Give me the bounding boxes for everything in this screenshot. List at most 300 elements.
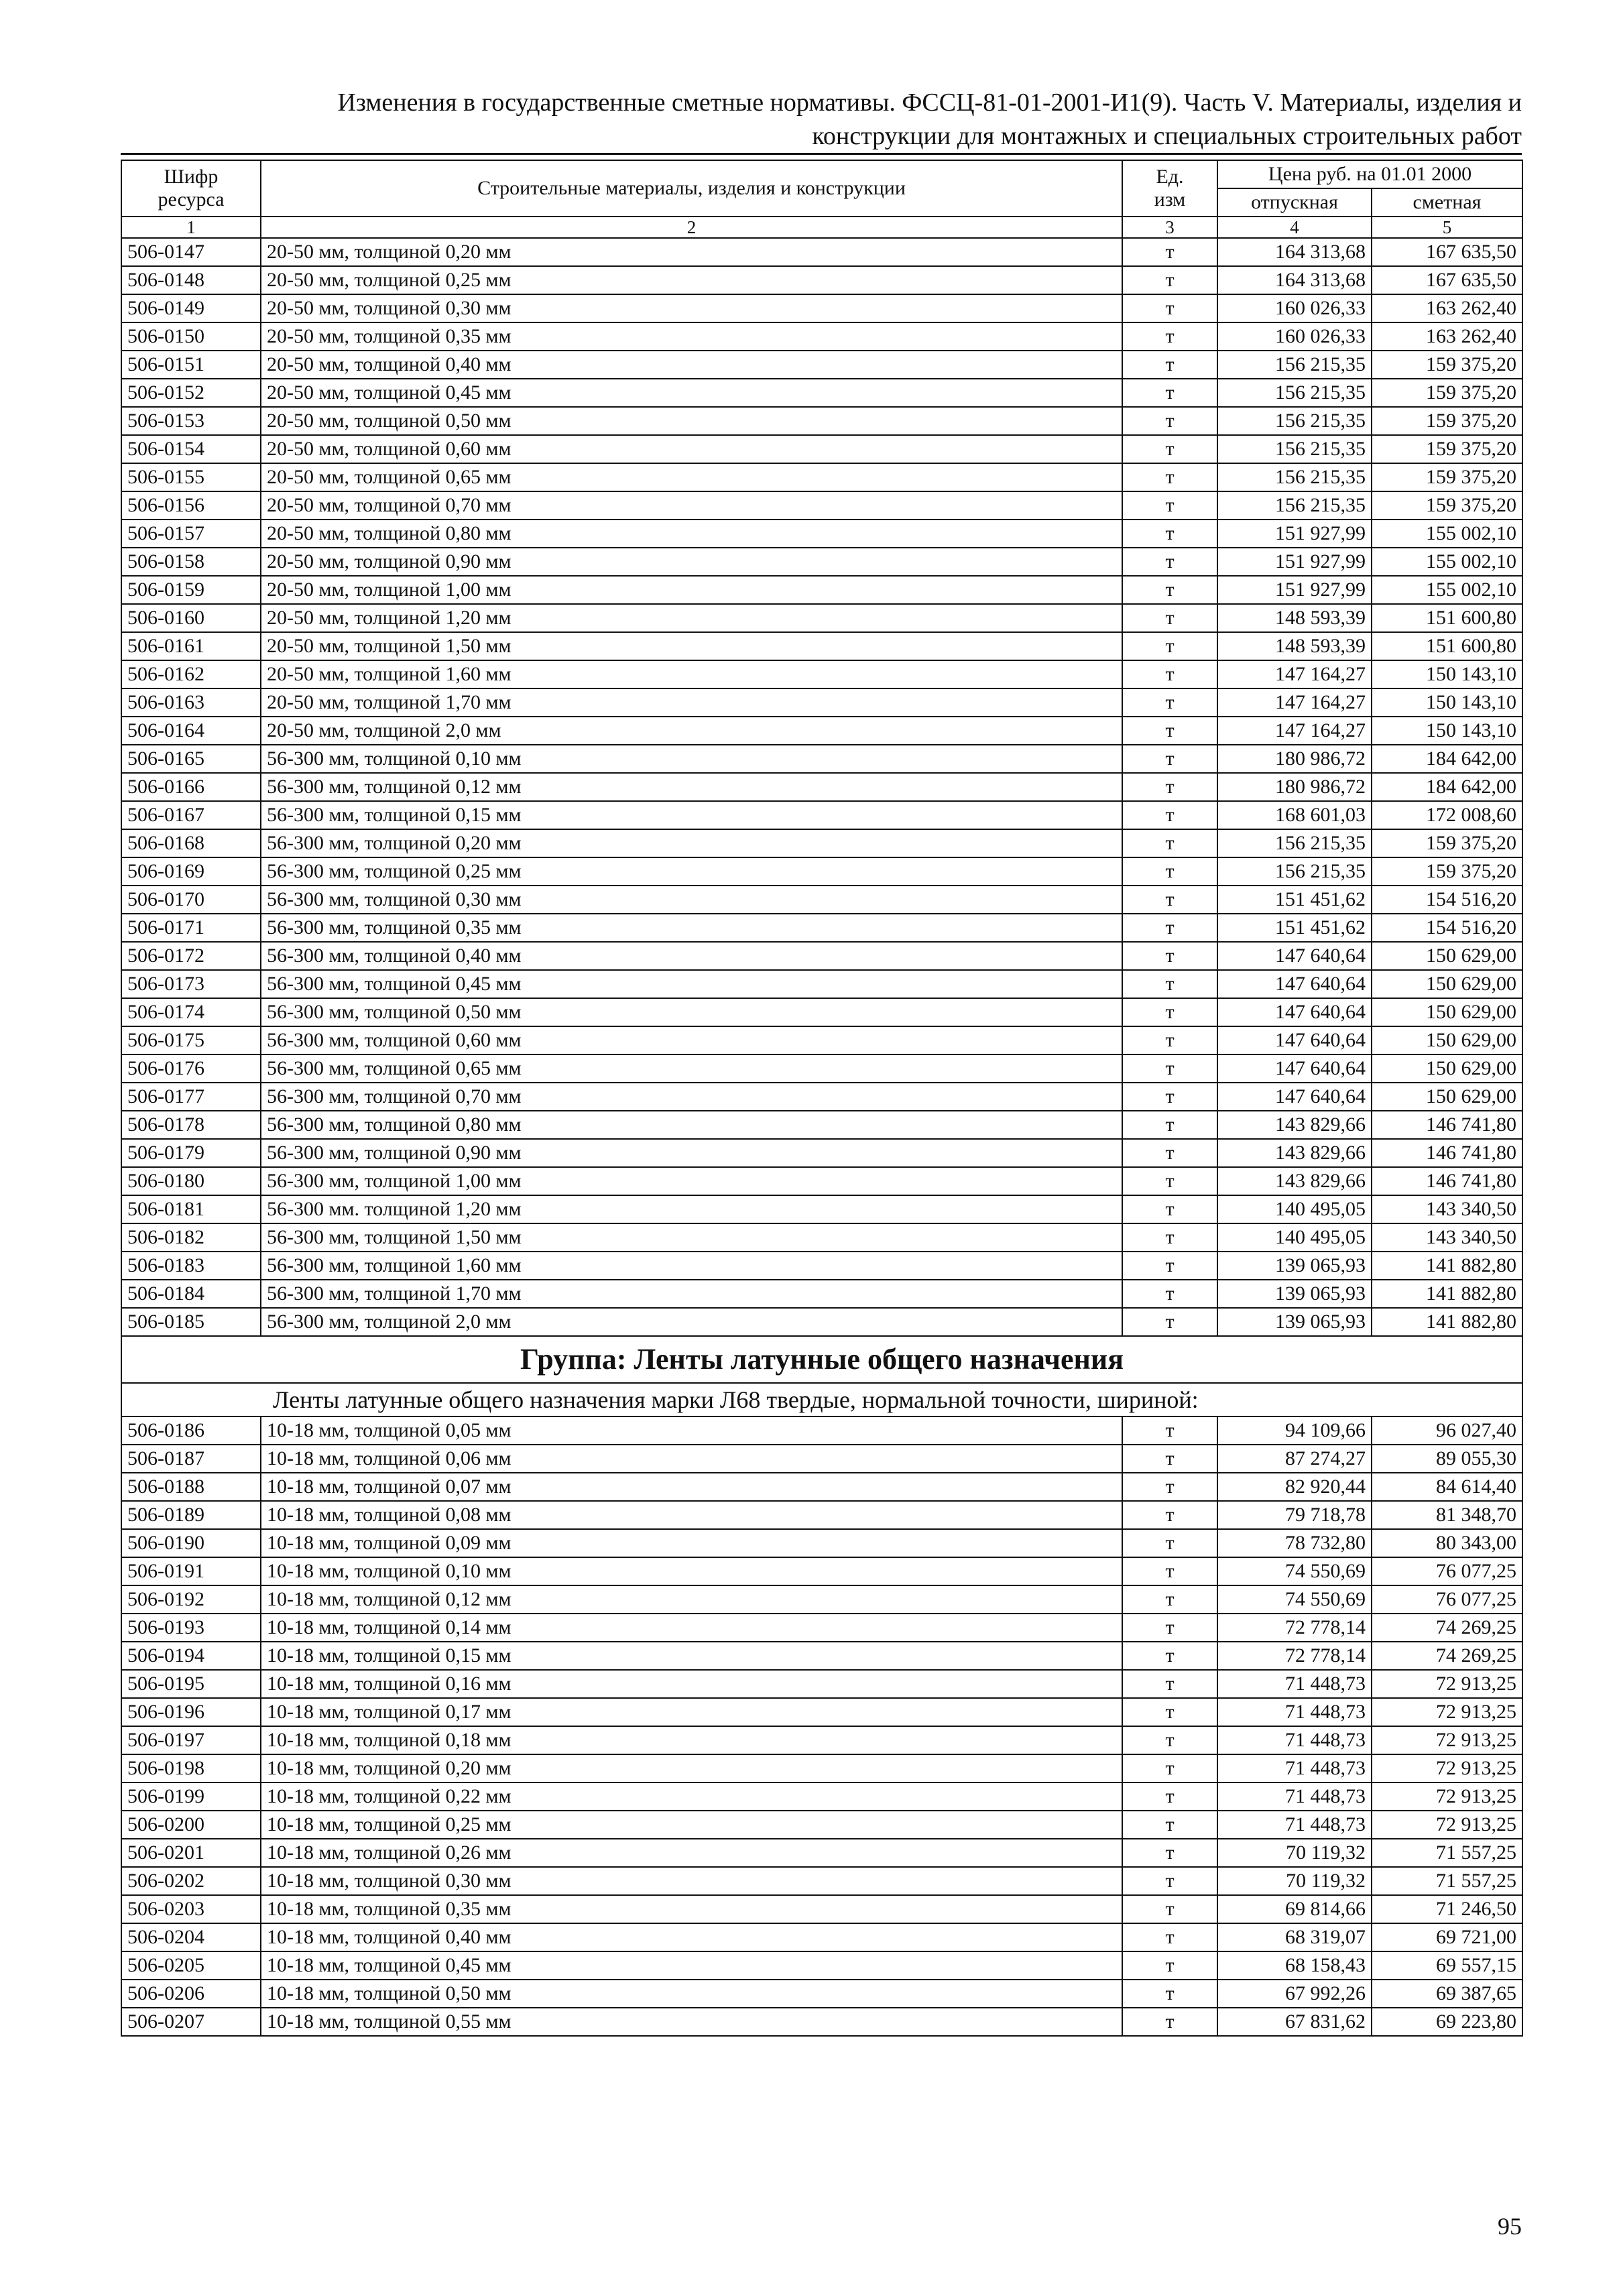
group-description: Ленты латунные общего назначения марки Л68 твердые, нормальной точности, шириной:	[121, 1383, 1522, 1416]
table-row	[121, 1951, 1522, 1980]
unit: т	[1122, 1252, 1217, 1280]
unit: т	[1122, 1980, 1217, 2008]
resource-code: 506-0206	[121, 1980, 261, 2008]
estimate-price: 167 635,50	[1372, 266, 1522, 294]
estimate-price: 159 375,20	[1372, 379, 1522, 407]
estimate-price: 150 143,10	[1372, 660, 1522, 688]
table-row	[121, 1867, 1522, 1895]
unit: т	[1122, 1895, 1217, 1923]
resource-code: 506-0196	[121, 1698, 261, 1726]
unit: т	[1122, 1139, 1217, 1167]
unit: т	[1122, 322, 1217, 351]
estimate-price: 84 614,40	[1372, 1473, 1522, 1501]
unit: т	[1122, 1923, 1217, 1951]
table-row	[121, 1223, 1522, 1252]
unit: т	[1122, 520, 1217, 548]
material-name: 20-50 мм, толщиной 0,70 мм	[261, 491, 1122, 520]
unit: т	[1122, 801, 1217, 829]
release-price: 139 065,93	[1217, 1308, 1372, 1336]
resource-code: 506-0189	[121, 1501, 261, 1529]
release-price: 69 814,66	[1217, 1895, 1372, 1923]
material-name: 10-18 мм, толщиной 0,08 мм	[261, 1501, 1122, 1529]
table-row	[121, 238, 1522, 266]
resource-code: 506-0176	[121, 1054, 261, 1083]
material-name: 56-300 мм, толщиной 0,70 мм	[261, 1083, 1122, 1111]
estimate-price: 150 629,00	[1372, 942, 1522, 970]
estimate-price: 72 913,25	[1372, 1811, 1522, 1839]
unit: т	[1122, 1783, 1217, 1811]
table-row	[121, 1670, 1522, 1698]
column-header-name: Строительные материалы, изделия и конструкции	[261, 160, 1122, 217]
table-row	[121, 1280, 1522, 1308]
table-row	[121, 886, 1522, 914]
table-row	[121, 1698, 1522, 1726]
table-row	[121, 1473, 1522, 1501]
unit: т	[1122, 548, 1217, 576]
unit: т	[1122, 238, 1217, 266]
release-price: 164 313,68	[1217, 266, 1372, 294]
resource-code: 506-0207	[121, 2008, 261, 2036]
estimate-price: 151 600,80	[1372, 604, 1522, 632]
release-price: 140 495,05	[1217, 1223, 1372, 1252]
estimate-price: 159 375,20	[1372, 857, 1522, 886]
column-header-code: Шифр ресурса	[121, 160, 261, 217]
material-name: 10-18 мм, толщиной 0,20 мм	[261, 1754, 1122, 1783]
unit: т	[1122, 1698, 1217, 1726]
resource-code: 506-0193	[121, 1614, 261, 1642]
release-price: 74 550,69	[1217, 1557, 1372, 1585]
release-price: 156 215,35	[1217, 351, 1372, 379]
material-name: 10-18 мм, толщиной 0,14 мм	[261, 1614, 1122, 1642]
material-name: 20-50 мм, толщиной 0,80 мм	[261, 520, 1122, 548]
unit: т	[1122, 632, 1217, 660]
release-price: 151 451,62	[1217, 914, 1372, 942]
table-row	[121, 1252, 1522, 1280]
resource-code: 506-0159	[121, 576, 261, 604]
unit: т	[1122, 857, 1217, 886]
unit: т	[1122, 1614, 1217, 1642]
resource-code: 506-0155	[121, 463, 261, 491]
unit: т	[1122, 1811, 1217, 1839]
material-name: 56-300 мм, толщиной 0,15 мм	[261, 801, 1122, 829]
estimate-price: 143 340,50	[1372, 1195, 1522, 1223]
material-name: 10-18 мм, толщиной 0,05 мм	[261, 1416, 1122, 1445]
release-price: 156 215,35	[1217, 857, 1372, 886]
resource-code: 506-0170	[121, 886, 261, 914]
estimate-price: 89 055,30	[1372, 1445, 1522, 1473]
material-name: 20-50 мм, толщиной 0,60 мм	[261, 435, 1122, 463]
unit: т	[1122, 351, 1217, 379]
resource-code: 506-0192	[121, 1585, 261, 1614]
table-row	[121, 1557, 1522, 1585]
material-name: 56-300 мм, толщиной 0,90 мм	[261, 1139, 1122, 1167]
estimate-price: 150 143,10	[1372, 717, 1522, 745]
resource-code: 506-0160	[121, 604, 261, 632]
estimate-price: 150 629,00	[1372, 970, 1522, 998]
resource-code: 506-0150	[121, 322, 261, 351]
estimate-price: 163 262,40	[1372, 294, 1522, 322]
estimate-price: 69 387,65	[1372, 1980, 1522, 2008]
material-name: 56-300 мм, толщиной 0,20 мм	[261, 829, 1122, 857]
page-header	[121, 86, 1522, 153]
unit: т	[1122, 914, 1217, 942]
resource-code: 506-0148	[121, 266, 261, 294]
unit: т	[1122, 266, 1217, 294]
release-price: 156 215,35	[1217, 407, 1372, 435]
estimate-price: 74 269,25	[1372, 1642, 1522, 1670]
material-name: 10-18 мм, толщиной 0,10 мм	[261, 1557, 1122, 1585]
price-table	[121, 160, 1523, 2037]
release-price: 168 601,03	[1217, 801, 1372, 829]
resource-code: 506-0186	[121, 1416, 261, 1445]
table-row	[121, 604, 1522, 632]
resource-code: 506-0165	[121, 745, 261, 773]
resource-code: 506-0190	[121, 1529, 261, 1557]
table-row	[121, 660, 1522, 688]
unit: т	[1122, 1642, 1217, 1670]
estimate-price: 146 741,80	[1372, 1111, 1522, 1139]
material-name: 56-300 мм, толщиной 0,50 мм	[261, 998, 1122, 1026]
unit: т	[1122, 2008, 1217, 2036]
resource-code: 506-0184	[121, 1280, 261, 1308]
table-row	[121, 914, 1522, 942]
table-row	[121, 1923, 1522, 1951]
estimate-price: 150 629,00	[1372, 1026, 1522, 1054]
table-row	[121, 520, 1522, 548]
estimate-price: 155 002,10	[1372, 548, 1522, 576]
column-number: 1	[121, 217, 261, 238]
estimate-price: 71 246,50	[1372, 1895, 1522, 1923]
material-name: 10-18 мм, толщиной 0,06 мм	[261, 1445, 1122, 1473]
table-row	[121, 942, 1522, 970]
material-name: 20-50 мм, толщиной 0,90 мм	[261, 548, 1122, 576]
material-name: 10-18 мм, толщиной 0,16 мм	[261, 1670, 1122, 1698]
column-header-price: Цена руб. на 01.01 2000	[1217, 160, 1522, 188]
table-row	[121, 1416, 1522, 1445]
resource-code: 506-0156	[121, 491, 261, 520]
table-row	[121, 688, 1522, 717]
release-price: 156 215,35	[1217, 829, 1372, 857]
material-name: 20-50 мм, толщиной 0,20 мм	[261, 238, 1122, 266]
table-row	[121, 1642, 1522, 1670]
material-name: 10-18 мм, толщиной 0,15 мм	[261, 1642, 1122, 1670]
material-name: 56-300 мм, толщиной 0,45 мм	[261, 970, 1122, 998]
unit: т	[1122, 886, 1217, 914]
table-row	[121, 1083, 1522, 1111]
estimate-price: 163 262,40	[1372, 322, 1522, 351]
estimate-price: 150 143,10	[1372, 688, 1522, 717]
material-name: 20-50 мм, толщиной 2,0 мм	[261, 717, 1122, 745]
unit: т	[1122, 1585, 1217, 1614]
resource-code: 506-0203	[121, 1895, 261, 1923]
unit: т	[1122, 688, 1217, 717]
material-name: 56-300 мм, толщиной 1,70 мм	[261, 1280, 1122, 1308]
resource-code: 506-0151	[121, 351, 261, 379]
resource-code: 506-0163	[121, 688, 261, 717]
material-name: 20-50 мм, толщиной 1,00 мм	[261, 576, 1122, 604]
estimate-price: 154 516,20	[1372, 886, 1522, 914]
material-name: 56-300 мм, толщиной 0,60 мм	[261, 1026, 1122, 1054]
table-row	[121, 1195, 1522, 1223]
material-name: 56-300 мм, толщиной 0,10 мм	[261, 745, 1122, 773]
unit: т	[1122, 1473, 1217, 1501]
release-price: 156 215,35	[1217, 435, 1372, 463]
estimate-price: 155 002,10	[1372, 576, 1522, 604]
table-row	[121, 548, 1522, 576]
material-name: 56-300 мм, толщиной 0,65 мм	[261, 1054, 1122, 1083]
table-row	[121, 322, 1522, 351]
estimate-price: 141 882,80	[1372, 1280, 1522, 1308]
table-row	[121, 294, 1522, 322]
group-title: Группа: Ленты латунные общего назначения	[121, 1336, 1522, 1383]
column-header-estimate: сметная	[1372, 188, 1522, 217]
table-row	[121, 1895, 1522, 1923]
release-price: 70 119,32	[1217, 1867, 1372, 1895]
release-price: 151 451,62	[1217, 886, 1372, 914]
unit: т	[1122, 745, 1217, 773]
release-price: 70 119,32	[1217, 1839, 1372, 1867]
release-price: 143 829,66	[1217, 1139, 1372, 1167]
column-header-release: отпускная	[1217, 188, 1372, 217]
table-row	[121, 266, 1522, 294]
release-price: 147 164,27	[1217, 688, 1372, 717]
release-price: 180 986,72	[1217, 773, 1372, 801]
page-number: 95	[1498, 2213, 1522, 2240]
material-name: 20-50 мм, толщиной 0,45 мм	[261, 379, 1122, 407]
material-name: 20-50 мм, толщиной 1,70 мм	[261, 688, 1122, 717]
resource-code: 506-0194	[121, 1642, 261, 1670]
resource-code: 506-0202	[121, 1867, 261, 1895]
unit: т	[1122, 604, 1217, 632]
resource-code: 506-0168	[121, 829, 261, 857]
unit: т	[1122, 1054, 1217, 1083]
table-row	[121, 491, 1522, 520]
resource-code: 506-0171	[121, 914, 261, 942]
table-body-strips-2	[121, 1416, 1522, 2036]
material-name: 20-50 мм, толщиной 0,50 мм	[261, 407, 1122, 435]
release-price: 147 640,64	[1217, 1026, 1372, 1054]
estimate-price: 69 557,15	[1372, 1951, 1522, 1980]
table-row	[121, 745, 1522, 773]
estimate-price: 154 516,20	[1372, 914, 1522, 942]
resource-code: 506-0183	[121, 1252, 261, 1280]
resource-code: 506-0204	[121, 1923, 261, 1951]
material-name: 10-18 мм, толщиной 0,26 мм	[261, 1839, 1122, 1867]
table-row	[121, 2008, 1522, 2036]
release-price: 156 215,35	[1217, 491, 1372, 520]
resource-code: 506-0169	[121, 857, 261, 886]
unit: т	[1122, 829, 1217, 857]
resource-code: 506-0201	[121, 1839, 261, 1867]
table-row	[121, 1139, 1522, 1167]
estimate-price: 72 913,25	[1372, 1726, 1522, 1754]
estimate-price: 159 375,20	[1372, 351, 1522, 379]
release-price: 160 026,33	[1217, 322, 1372, 351]
release-price: 82 920,44	[1217, 1473, 1372, 1501]
material-name: 10-18 мм, толщиной 0,50 мм	[261, 1980, 1122, 2008]
resource-code: 506-0200	[121, 1811, 261, 1839]
material-name: 10-18 мм, толщиной 0,35 мм	[261, 1895, 1122, 1923]
unit: т	[1122, 294, 1217, 322]
release-price: 143 829,66	[1217, 1111, 1372, 1139]
release-price: 71 448,73	[1217, 1811, 1372, 1839]
unit: т	[1122, 717, 1217, 745]
column-number: 2	[261, 217, 1122, 238]
release-price: 156 215,35	[1217, 379, 1372, 407]
estimate-price: 72 913,25	[1372, 1754, 1522, 1783]
unit: т	[1122, 1308, 1217, 1336]
release-price: 94 109,66	[1217, 1416, 1372, 1445]
estimate-price: 159 375,20	[1372, 407, 1522, 435]
estimate-price: 74 269,25	[1372, 1614, 1522, 1642]
resource-code: 506-0161	[121, 632, 261, 660]
material-name: 10-18 мм, толщиной 0,22 мм	[261, 1783, 1122, 1811]
release-price: 148 593,39	[1217, 632, 1372, 660]
unit: т	[1122, 1726, 1217, 1754]
unit: т	[1122, 1416, 1217, 1445]
table-row	[121, 1026, 1522, 1054]
resource-code: 506-0152	[121, 379, 261, 407]
release-price: 68 158,43	[1217, 1951, 1372, 1980]
table-row	[121, 1501, 1522, 1529]
release-price: 151 927,99	[1217, 520, 1372, 548]
table-row	[121, 1585, 1522, 1614]
table-body-strips-1	[121, 238, 1522, 1336]
resource-code: 506-0157	[121, 520, 261, 548]
table-row	[121, 1529, 1522, 1557]
resource-code: 506-0162	[121, 660, 261, 688]
header-rule	[121, 153, 1522, 155]
material-name: 10-18 мм, толщиной 0,30 мм	[261, 1867, 1122, 1895]
material-name: 10-18 мм, толщиной 0,40 мм	[261, 1923, 1122, 1951]
estimate-price: 159 375,20	[1372, 435, 1522, 463]
table-row	[121, 435, 1522, 463]
resource-code: 506-0198	[121, 1754, 261, 1783]
estimate-price: 76 077,25	[1372, 1585, 1522, 1614]
material-name: 20-50 мм, толщиной 1,20 мм	[261, 604, 1122, 632]
estimate-price: 76 077,25	[1372, 1557, 1522, 1585]
estimate-price: 172 008,60	[1372, 801, 1522, 829]
unit: т	[1122, 1195, 1217, 1223]
table-row	[121, 970, 1522, 998]
material-name: 10-18 мм, толщиной 0,12 мм	[261, 1585, 1122, 1614]
estimate-price: 141 882,80	[1372, 1308, 1522, 1336]
release-price: 71 448,73	[1217, 1698, 1372, 1726]
estimate-price: 159 375,20	[1372, 491, 1522, 520]
estimate-price: 150 629,00	[1372, 998, 1522, 1026]
material-name: 10-18 мм, толщиной 0,09 мм	[261, 1529, 1122, 1557]
unit: т	[1122, 660, 1217, 688]
unit: т	[1122, 1223, 1217, 1252]
material-name: 20-50 мм, толщиной 0,30 мм	[261, 294, 1122, 322]
unit: т	[1122, 463, 1217, 491]
material-name: 56-300 мм, толщиной 0,40 мм	[261, 942, 1122, 970]
table-row	[121, 632, 1522, 660]
material-name: 20-50 мм, толщиной 0,65 мм	[261, 463, 1122, 491]
release-price: 160 026,33	[1217, 294, 1372, 322]
release-price: 139 065,93	[1217, 1280, 1372, 1308]
unit: т	[1122, 1839, 1217, 1867]
table-row	[121, 1783, 1522, 1811]
resource-code: 506-0178	[121, 1111, 261, 1139]
estimate-price: 81 348,70	[1372, 1501, 1522, 1529]
estimate-price: 72 913,25	[1372, 1783, 1522, 1811]
estimate-price: 184 642,00	[1372, 773, 1522, 801]
resource-code: 506-0149	[121, 294, 261, 322]
table-row	[121, 1111, 1522, 1139]
estimate-price: 141 882,80	[1372, 1252, 1522, 1280]
resource-code: 506-0179	[121, 1139, 261, 1167]
estimate-price: 71 557,25	[1372, 1867, 1522, 1895]
estimate-price: 69 223,80	[1372, 2008, 1522, 2036]
resource-code: 506-0154	[121, 435, 261, 463]
column-number: 3	[1122, 217, 1217, 238]
material-name: 20-50 мм, толщиной 1,60 мм	[261, 660, 1122, 688]
estimate-price: 72 913,25	[1372, 1670, 1522, 1698]
resource-code: 506-0199	[121, 1783, 261, 1811]
estimate-price: 69 721,00	[1372, 1923, 1522, 1951]
table-row	[121, 576, 1522, 604]
unit: т	[1122, 1754, 1217, 1783]
material-name: 56-300 мм, толщиной 0,25 мм	[261, 857, 1122, 886]
unit: т	[1122, 998, 1217, 1026]
material-name: 56-300 мм, толщиной 1,60 мм	[261, 1252, 1122, 1280]
unit: т	[1122, 379, 1217, 407]
release-price: 147 640,64	[1217, 942, 1372, 970]
estimate-price: 159 375,20	[1372, 829, 1522, 857]
release-price: 151 927,99	[1217, 548, 1372, 576]
estimate-price: 150 629,00	[1372, 1054, 1522, 1083]
material-name: 56-300 мм, толщиной 0,12 мм	[261, 773, 1122, 801]
resource-code: 506-0172	[121, 942, 261, 970]
estimate-price: 155 002,10	[1372, 520, 1522, 548]
unit: т	[1122, 576, 1217, 604]
resource-code: 506-0173	[121, 970, 261, 998]
table-row	[121, 1811, 1522, 1839]
estimate-price: 184 642,00	[1372, 745, 1522, 773]
resource-code: 506-0180	[121, 1167, 261, 1195]
resource-code: 506-0197	[121, 1726, 261, 1754]
column-header-unit: Ед. изм	[1122, 160, 1217, 217]
resource-code: 506-0174	[121, 998, 261, 1026]
release-price: 71 448,73	[1217, 1726, 1372, 1754]
estimate-price: 146 741,80	[1372, 1139, 1522, 1167]
unit: т	[1122, 1529, 1217, 1557]
table-row	[121, 463, 1522, 491]
table-row	[121, 1726, 1522, 1754]
material-name: 56-300 мм, толщиной 1,50 мм	[261, 1223, 1122, 1252]
release-price: 79 718,78	[1217, 1501, 1372, 1529]
release-price: 151 927,99	[1217, 576, 1372, 604]
material-name: 56-300 мм. толщиной 1,20 мм	[261, 1195, 1122, 1223]
resource-code: 506-0187	[121, 1445, 261, 1473]
column-number: 4	[1217, 217, 1372, 238]
header-line-1: Изменения в государственные сметные нормативы. ФССЦ-81-01-2001-И1(9). Часть V. Материалы, изделия и	[337, 88, 1522, 117]
table-row	[121, 1980, 1522, 2008]
table-row	[121, 857, 1522, 886]
material-name: 10-18 мм, толщиной 0,18 мм	[261, 1726, 1122, 1754]
resource-code: 506-0166	[121, 773, 261, 801]
unit: т	[1122, 1445, 1217, 1473]
resource-code: 506-0191	[121, 1557, 261, 1585]
table-row	[121, 1754, 1522, 1783]
resource-code: 506-0205	[121, 1951, 261, 1980]
table-row	[121, 379, 1522, 407]
release-price: 147 164,27	[1217, 717, 1372, 745]
release-price: 68 319,07	[1217, 1923, 1372, 1951]
unit: т	[1122, 1557, 1217, 1585]
unit: т	[1122, 1951, 1217, 1980]
